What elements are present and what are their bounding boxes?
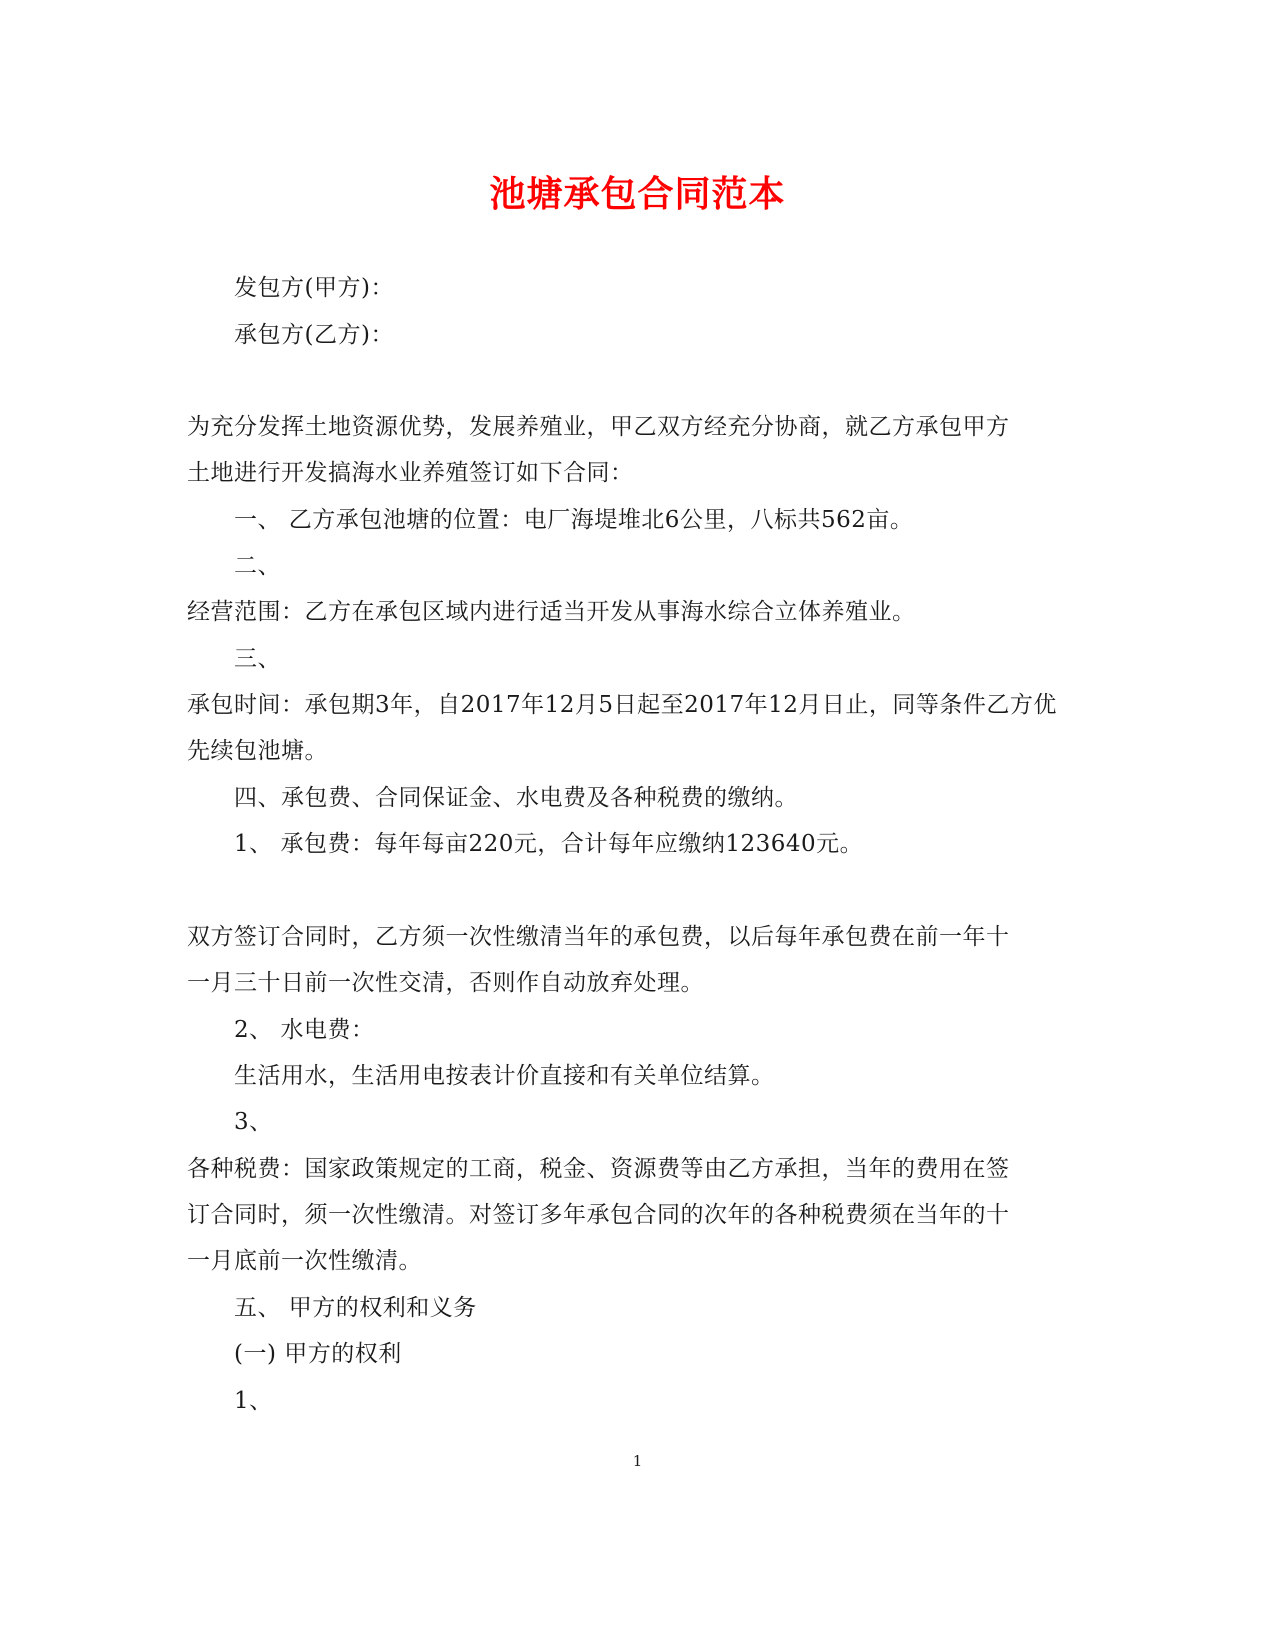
clause-2-heading: 二、 xyxy=(234,553,281,579)
paragraph-line: 先续包池塘。 xyxy=(187,738,328,764)
sub-clause-line: 2、 水电费： xyxy=(234,1017,375,1043)
paragraph-line: 一月三十日前一次性交清，否则作自动放弃处理。 xyxy=(187,970,704,996)
paragraph-line: 为充分发挥土地资源优势，发展养殖业，甲乙双方经充分协商，就乙方承包甲方 xyxy=(187,414,1010,440)
party-a-line: 发包方(甲方)： xyxy=(234,275,394,301)
sub-clause-line: 1、 xyxy=(234,1388,273,1414)
paragraph-line: 各种税费：国家政策规定的工商，税金、资源费等由乙方承担，当年的费用在签 xyxy=(187,1156,1010,1182)
paragraph-line: 经营范围：乙方在承包区域内进行适当开发从事海水综合立体养殖业。 xyxy=(187,599,916,625)
paragraph-line: 一月底前一次性缴清。 xyxy=(187,1248,422,1274)
party-b-line: 承包方(乙方)： xyxy=(234,322,394,348)
sub-clause-line: 3、 xyxy=(234,1109,273,1135)
paragraph-line: 双方签订合同时，乙方须一次性缴清当年的承包费，以后每年承包费在前一年十 xyxy=(187,924,1010,950)
sub-heading-line: (一) 甲方的权利 xyxy=(234,1341,402,1367)
paragraph-line: 土地进行开发搞海水业养殖签订如下合同： xyxy=(187,460,634,486)
clause-5-heading: 五、 甲方的权利和义务 xyxy=(234,1295,477,1321)
clause-3-heading: 三、 xyxy=(234,646,281,672)
paragraph-line: 承包时间：承包期3年，自2017年12月5日起至2017年12月日止，同等条件乙方优 xyxy=(187,692,1057,718)
paragraph-line: 订合同时，须一次性缴清。对签订多年承包合同的次年的各种税费须在当年的十 xyxy=(187,1202,1010,1228)
page-number: 1 xyxy=(632,1452,643,1470)
sub-clause-line: 1、 承包费：每年每亩220元，合计每年应缴纳123640元。 xyxy=(234,831,864,857)
clause-4-heading: 四、承包费、合同保证金、水电费及各种税费的缴纳。 xyxy=(234,785,798,811)
document-title: 池塘承包合同范本 xyxy=(489,173,786,215)
clause-1-line: 一、 乙方承包池塘的位置：电厂海堤堆北6公里，八标共562亩。 xyxy=(234,507,914,533)
paragraph-line: 生活用水，生活用电按表计价直接和有关单位结算。 xyxy=(234,1063,775,1089)
